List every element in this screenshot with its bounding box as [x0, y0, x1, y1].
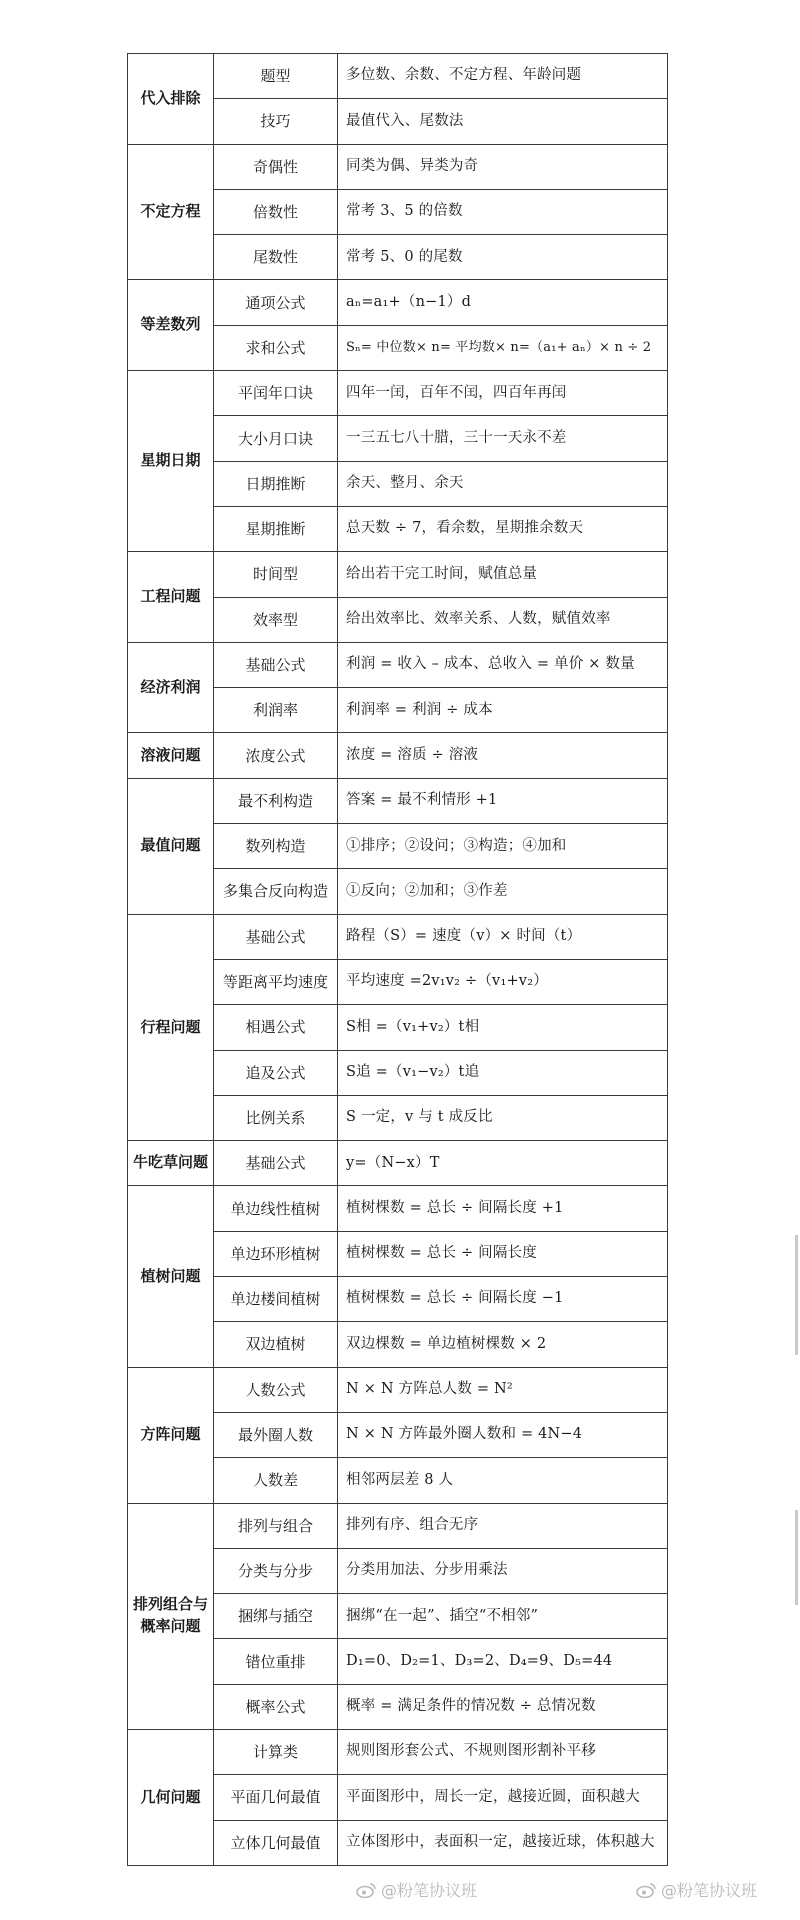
category-cell: 代入排除: [128, 54, 214, 145]
topic-cell: 效率型: [214, 597, 338, 642]
weibo-icon: [355, 1882, 377, 1898]
topic-cell: 人数公式: [214, 1367, 338, 1412]
content-cell: N × N 方阵总人数 = N²: [338, 1367, 668, 1412]
table-row: [128, 733, 668, 778]
category-cell: 工程问题: [128, 552, 214, 643]
content-cell: y=（N−x）T: [338, 1141, 668, 1186]
content-cell: 相邻两层差 8 人: [338, 1458, 668, 1503]
content-cell: 捆绑“在一起”、插空“不相邻”: [338, 1594, 668, 1639]
table-row: [128, 1367, 668, 1412]
topic-cell: 概率公式: [214, 1684, 338, 1729]
topic-cell: 倍数性: [214, 189, 338, 234]
content-cell: 分类用加法、分步用乘法: [338, 1548, 668, 1593]
table-row: [128, 552, 668, 597]
category-cell: 不定方程: [128, 144, 214, 280]
content-cell: 四年一闰，百年不闰，四百年再闰: [338, 371, 668, 416]
content-cell: aₙ=a₁+（n−1）d: [338, 280, 668, 325]
topic-cell: 追及公式: [214, 1050, 338, 1095]
table-row: [128, 371, 668, 416]
topic-cell: 通项公式: [214, 280, 338, 325]
content-cell: 余天、整月、余天: [338, 461, 668, 506]
content-cell: 常考 3、5 的倍数: [338, 189, 668, 234]
topic-cell: 排列与组合: [214, 1503, 338, 1548]
content-cell: 多位数、余数、不定方程、年龄问题: [338, 54, 668, 99]
topic-cell: 日期推断: [214, 461, 338, 506]
category-cell: 植树问题: [128, 1186, 214, 1367]
content-cell: 植树棵数 = 总长 ÷ 间隔长度 +1: [338, 1186, 668, 1231]
content-cell: 给出若干完工时间，赋值总量: [338, 552, 668, 597]
topic-cell: 单边环形植树: [214, 1231, 338, 1276]
topic-cell: 等距离平均速度: [214, 959, 338, 1004]
category-cell: 排列组合与概率问题: [128, 1503, 214, 1729]
topic-cell: 基础公式: [214, 642, 338, 687]
topic-cell: 单边线性植树: [214, 1186, 338, 1231]
content-cell: 规则图形套公式、不规则图形割补平移: [338, 1729, 668, 1774]
table-row: [128, 1503, 668, 1548]
topic-cell: 人数差: [214, 1458, 338, 1503]
topic-cell: 时间型: [214, 552, 338, 597]
topic-cell: 数列构造: [214, 824, 338, 869]
table-row: [128, 1729, 668, 1774]
watermark: [635, 1878, 757, 1901]
content-cell: 总天数 ÷ 7，看余数，星期推余数天: [338, 506, 668, 551]
category-cell: 等差数列: [128, 280, 214, 371]
topic-cell: 技巧: [214, 99, 338, 144]
content-cell: 概率 = 满足条件的情况数 ÷ 总情况数: [338, 1684, 668, 1729]
scan-edge-mark: [795, 1510, 798, 1605]
topic-cell: 最外圈人数: [214, 1412, 338, 1457]
topic-cell: 利润率: [214, 688, 338, 733]
content-cell: 双边棵数 = 单边植树棵数 × 2: [338, 1322, 668, 1367]
table-row: [128, 1141, 668, 1186]
topic-cell: 奇偶性: [214, 144, 338, 189]
content-cell: 平面图形中，周长一定，越接近圆，面积越大: [338, 1775, 668, 1820]
topic-cell: 尾数性: [214, 235, 338, 280]
content-cell: N × N 方阵最外圈人数和 = 4N−4: [338, 1412, 668, 1457]
content-cell: S 一定，v 与 t 成反比: [338, 1095, 668, 1140]
category-cell: 经济利润: [128, 642, 214, 733]
topic-cell: 题型: [214, 54, 338, 99]
table-row: [128, 778, 668, 823]
category-cell: 星期日期: [128, 371, 214, 552]
topic-cell: 求和公式: [214, 325, 338, 370]
content-cell: 立体图形中，表面积一定，越接近球，体积越大: [338, 1820, 668, 1865]
topic-cell: 基础公式: [214, 914, 338, 959]
category-cell: 方阵问题: [128, 1367, 214, 1503]
content-cell: 植树棵数 = 总长 ÷ 间隔长度 −1: [338, 1277, 668, 1322]
content-cell: ①排序；②设问；③构造；④加和: [338, 824, 668, 869]
content-cell: S追 =（v₁−v₂）t追: [338, 1050, 668, 1095]
category-cell: 几何问题: [128, 1729, 214, 1865]
table-row: [128, 144, 668, 189]
content-cell: 利润 = 收入 – 成本、总收入 = 单价 × 数量: [338, 642, 668, 687]
content-cell: 答案 = 最不利情形 +1: [338, 778, 668, 823]
topic-cell: 平面几何最值: [214, 1775, 338, 1820]
topic-cell: 错位重排: [214, 1639, 338, 1684]
content-cell: 最值代入、尾数法: [338, 99, 668, 144]
watermark-text: @粉笔协议班: [661, 1881, 758, 1900]
content-cell: S相 =（v₁+v₂）t相: [338, 1005, 668, 1050]
formula-table-body: [128, 54, 668, 1866]
topic-cell: 捆绑与插空: [214, 1594, 338, 1639]
content-cell: 利润率 = 利润 ÷ 成本: [338, 688, 668, 733]
topic-cell: 立体几何最值: [214, 1820, 338, 1865]
topic-cell: 平闰年口诀: [214, 371, 338, 416]
content-cell: 平均速度 =2v₁v₂ ÷（v₁+v₂）: [338, 959, 668, 1004]
topic-cell: 多集合反向构造: [214, 869, 338, 914]
weibo-icon: [635, 1882, 657, 1898]
topic-cell: 双边植树: [214, 1322, 338, 1367]
table-row: [128, 280, 668, 325]
table-row: [128, 914, 668, 959]
formula-table: [127, 53, 668, 1866]
content-cell: 一三五七八十腊，三十一天永不差: [338, 416, 668, 461]
category-cell: 最值问题: [128, 778, 214, 914]
topic-cell: 大小月口诀: [214, 416, 338, 461]
topic-cell: 分类与分步: [214, 1548, 338, 1593]
content-cell: 排列有序、组合无序: [338, 1503, 668, 1548]
table-row: [128, 54, 668, 99]
category-cell: 牛吃草问题: [128, 1141, 214, 1186]
table-row: [128, 642, 668, 687]
topic-cell: 浓度公式: [214, 733, 338, 778]
watermark: [355, 1878, 477, 1901]
content-cell: 给出效率比、效率关系、人数，赋值效率: [338, 597, 668, 642]
topic-cell: 比例关系: [214, 1095, 338, 1140]
topic-cell: 相遇公式: [214, 1005, 338, 1050]
topic-cell: 最不利构造: [214, 778, 338, 823]
category-cell: 溶液问题: [128, 733, 214, 778]
content-cell: 浓度 = 溶质 ÷ 溶液: [338, 733, 668, 778]
content-cell: Sₙ= 中位数× n= 平均数× n=（a₁+ aₙ）× n ÷ 2: [338, 325, 668, 370]
category-cell: 行程问题: [128, 914, 214, 1140]
content-cell: D₁=0、D₂=1、D₃=2、D₄=9、D₅=44: [338, 1639, 668, 1684]
scan-edge-mark: [795, 1235, 798, 1355]
table-row: [128, 1186, 668, 1231]
content-cell: 常考 5、0 的尾数: [338, 235, 668, 280]
topic-cell: 星期推断: [214, 506, 338, 551]
watermark-bar: [0, 1870, 800, 1910]
formula-table-sheet: [127, 53, 667, 1865]
content-cell: 同类为偶、异类为奇: [338, 144, 668, 189]
watermark-text: @粉笔协议班: [381, 1881, 478, 1900]
topic-cell: 基础公式: [214, 1141, 338, 1186]
content-cell: ①反向；②加和；③作差: [338, 869, 668, 914]
content-cell: 植树棵数 = 总长 ÷ 间隔长度: [338, 1231, 668, 1276]
topic-cell: 计算类: [214, 1729, 338, 1774]
topic-cell: 单边楼间植树: [214, 1277, 338, 1322]
content-cell: 路程（S）= 速度（v）× 时间（t）: [338, 914, 668, 959]
